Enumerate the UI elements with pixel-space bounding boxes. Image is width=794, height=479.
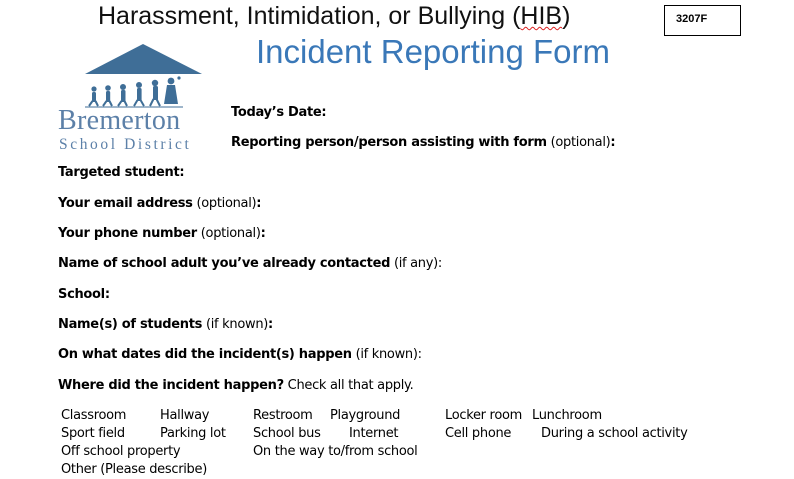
logo-district-subname: School District [59,136,192,153]
location-option[interactable]: Off school property [61,444,181,459]
location-option[interactable]: Sport field [61,426,125,441]
school-adult-optional: (if any): [393,256,442,271]
todays-date-label [231,105,326,120]
reporting-person-colon: : [610,135,616,150]
where-label [58,378,413,393]
location-option[interactable]: Other (Please describe) [61,462,207,477]
reporting-person-text: Reporting person/person assisting with form [231,135,547,150]
school-text: School: [58,287,110,302]
email-colon: : [256,196,262,211]
students-label [58,317,273,332]
targeted-student-text: Targeted student: [58,165,185,180]
dates-text: On what dates did the incident(s) happen [58,347,352,362]
location-option[interactable]: Hallway [160,408,210,423]
reporting-person-optional: (optional) [550,135,611,150]
todays-date-text: Today’s Date: [231,105,327,120]
email-optional: (optional) [196,196,257,211]
students-colon: : [268,317,273,332]
school-label [58,287,110,302]
logo-roof-icon [85,44,202,74]
dates-label [58,347,422,362]
location-option[interactable]: Parking lot [160,426,226,441]
students-optional: (if known) [205,317,269,332]
location-option[interactable]: Internet [349,426,399,441]
school-adult-label [58,256,442,271]
phone-colon: : [260,226,266,241]
students-text: Name(s) of students [58,317,203,332]
where-optional: Check all that apply. [287,378,414,393]
location-option[interactable]: Lunchroom [532,408,602,423]
location-option[interactable]: Cell phone [445,426,512,441]
school-adult-text: Name of school adult you’ve already contacted [58,256,391,271]
location-option[interactable]: Locker room [445,408,522,423]
form-subtitle: Incident Reporting Form [256,33,610,70]
form-title-text: Harassment, Intimidation, or Bullying ( [98,2,521,30]
location-option[interactable]: On the way to/from school [253,444,418,459]
email-label [58,196,261,211]
location-option[interactable]: Restroom [253,408,313,423]
logo-district-name: Bremerton [58,105,181,136]
phone-optional: (optional) [200,226,261,241]
location-option[interactable]: Classroom [61,408,127,423]
location-option[interactable]: School bus [253,426,321,441]
targeted-student-label [58,165,184,180]
email-text: Your email address [58,196,193,211]
form-code-box: 3207F [664,5,741,36]
phone-text: Your phone number [58,226,197,241]
where-text: Where did the incident happen? [58,378,284,393]
location-option[interactable]: Playground [330,408,401,423]
form-title-acronym: HIB [520,2,563,30]
logo-children-icon [89,76,181,106]
location-option[interactable]: During a school activity [541,426,688,441]
form-title [98,2,570,31]
phone-label [58,226,266,241]
reporting-person-label [231,135,615,150]
dates-optional: (if known): [355,347,422,362]
form-title-close: ) [562,2,571,30]
